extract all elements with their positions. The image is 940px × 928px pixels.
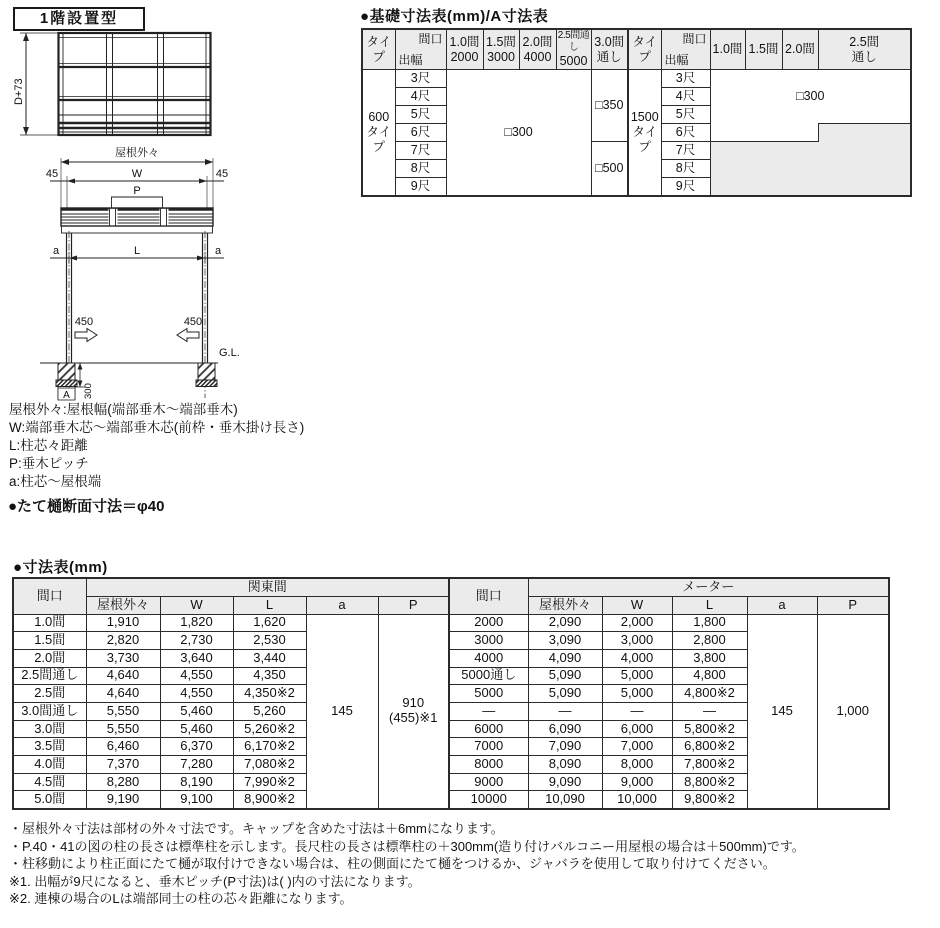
data-cell: 1,000 — [817, 614, 889, 809]
row-label: 2.5間 — [13, 685, 86, 703]
legend-line: a:柱芯～屋根端 — [9, 474, 102, 489]
data-cell: 5,090 — [528, 685, 602, 703]
footnote-line: ・柱移動により柱正面にたて樋が取付けできない場合は、柱の側面にたて樋をつけるか、ジャバラを使用して取り付けてください。 — [9, 856, 776, 871]
shaded-cell — [818, 124, 911, 142]
a-dim-label: A — [63, 390, 70, 401]
data-cell: 8,000 — [602, 756, 672, 774]
data-cell: 2,530 — [233, 632, 306, 650]
row-label: 5000通し — [449, 667, 528, 685]
row-label: 2.5間通し — [13, 667, 86, 685]
data-cell: 5,550 — [86, 720, 160, 738]
data-cell: 4,350※2 — [233, 685, 306, 703]
data-cell: 910 (455)※1 — [378, 614, 449, 809]
data-cell: 6,090 — [528, 720, 602, 738]
row-label: 10000 — [449, 791, 528, 809]
w-label: W — [131, 168, 143, 180]
plan-roof-frame — [59, 33, 211, 135]
row-label: 6000 — [449, 720, 528, 738]
plan-depth-dimension — [20, 33, 58, 135]
roof-section — [61, 208, 213, 233]
foundation-size-cell: □500 — [591, 142, 628, 196]
data-cell: 5,460 — [160, 720, 233, 738]
data-cell: 3,000 — [602, 632, 672, 650]
data-cell: 2,000 — [602, 614, 672, 632]
diag-top-label: 間口 — [682, 32, 707, 46]
col-header: 1.5間 3000 — [483, 29, 519, 70]
row-label: 4000 — [449, 649, 528, 667]
depth-row-label: 7尺 — [395, 142, 446, 160]
row-label: 5000 — [449, 685, 528, 703]
data-cell: 7,280 — [160, 756, 233, 774]
col-header: 2.5間通し 5000 — [557, 30, 590, 68]
depth-row-label: 3尺 — [661, 70, 710, 88]
legend-line: W:端部垂木芯～端部垂木芯(前枠・垂木掛け長さ) — [9, 420, 305, 435]
data-cell: 4,640 — [86, 667, 160, 685]
data-cell: 4,090 — [528, 649, 602, 667]
col-header: P — [817, 596, 889, 614]
empty-cell — [710, 124, 818, 142]
depth-row-label: 6尺 — [661, 124, 710, 142]
a-right-label: a — [214, 245, 222, 257]
data-cell: 6,460 — [86, 738, 160, 756]
maguchi-header: 間口 — [13, 578, 86, 614]
p-label: P — [133, 185, 141, 197]
diagonal-header — [661, 29, 710, 70]
depth-row-label: 8尺 — [395, 160, 446, 178]
downpipe-note: ●たて樋断面寸法＝φ40 — [8, 498, 165, 515]
data-cell: 8,280 — [86, 773, 160, 791]
data-cell: 5,000 — [602, 685, 672, 703]
data-cell: 5,550 — [86, 702, 160, 720]
footnote-line: ※2. 連棟の場合のLは端部同士の柱の芯々距離になります。 — [9, 891, 353, 906]
diag-top-label: 間口 — [418, 32, 443, 46]
data-cell: 7,800※2 — [672, 756, 747, 774]
row-label: 3.0間 — [13, 720, 86, 738]
right-45-label: 45 — [215, 168, 229, 180]
footnote-line: ・屋根外々寸法は部材の外々寸法です。キャップを含めた寸法は＋6mmになります。 — [9, 821, 504, 836]
data-cell: — — [672, 702, 747, 720]
data-cell: 3,800 — [672, 649, 747, 667]
data-cell: 6,370 — [160, 738, 233, 756]
data-cell: 3,090 — [528, 632, 602, 650]
l-label: L — [133, 245, 141, 257]
depth-row-label: 8尺 — [661, 160, 710, 178]
a-left-label: a — [52, 245, 60, 257]
col-header: L — [672, 596, 747, 614]
data-cell: 6,800※2 — [672, 738, 747, 756]
col-header: W — [160, 596, 233, 614]
data-cell: 10,090 — [528, 791, 602, 809]
diag-bottom-label: 出幅 — [664, 52, 689, 67]
data-cell: 4,800 — [672, 667, 747, 685]
row-label: 5.0間 — [13, 791, 86, 809]
data-cell: 2,800 — [672, 632, 747, 650]
p-dimension — [112, 197, 163, 208]
data-cell: 1,910 — [86, 614, 160, 632]
legend-line: P:垂木ピッチ — [9, 456, 89, 471]
data-cell: 7,000 — [602, 738, 672, 756]
depth-row-label: 9尺 — [661, 178, 710, 196]
data-cell: — — [602, 702, 672, 720]
data-cell: 5,800※2 — [672, 720, 747, 738]
foundation-size-cell: □300 — [446, 70, 591, 196]
data-cell: 9,000 — [602, 773, 672, 791]
legend-line: 屋根外々:屋根幅(端部垂木～端部垂木) — [9, 402, 238, 417]
row-label: 2.0間 — [13, 649, 86, 667]
data-cell: 5,260※2 — [233, 720, 306, 738]
foundation-depth-label: 300 — [83, 383, 94, 399]
data-cell: 5,260 — [233, 702, 306, 720]
type-cell: 600 タイプ — [362, 70, 395, 196]
dimension-table-title: ●寸法表(mm) — [13, 559, 108, 576]
data-cell: 4,000 — [602, 649, 672, 667]
foundation-dimension-table — [361, 28, 912, 197]
foundation-table-title: ●基礎寸法表(mm)/A寸法表 — [360, 8, 549, 25]
row-label: 3000 — [449, 632, 528, 650]
data-cell: 4,550 — [160, 667, 233, 685]
data-cell: 3,640 — [160, 649, 233, 667]
depth-row-label: 7尺 — [661, 142, 710, 160]
group-header: メーター — [528, 578, 889, 596]
shaded-cell — [710, 142, 911, 196]
depth-row-label: 6尺 — [395, 124, 446, 142]
plan-depth-label: D+73 — [13, 78, 25, 105]
dimension-table — [12, 577, 890, 810]
data-cell: 2,730 — [160, 632, 233, 650]
row-label: 4.0間 — [13, 756, 86, 774]
diagonal-header — [395, 29, 446, 70]
row-label: 3.5間 — [13, 738, 86, 756]
col-header: W — [602, 596, 672, 614]
depth-row-label: 9尺 — [395, 178, 446, 196]
right-450-label: 450 — [183, 316, 203, 328]
maguchi-header: 間口 — [449, 578, 528, 614]
data-cell: 9,100 — [160, 791, 233, 809]
data-cell: 10,000 — [602, 791, 672, 809]
row-label: 8000 — [449, 756, 528, 774]
data-cell: 5,090 — [528, 667, 602, 685]
data-cell: 8,090 — [528, 756, 602, 774]
col-header: 屋根外々 — [528, 596, 602, 614]
footnote-line: ・P.40・41の図の柱の長さは標準柱を示します。長尺柱の長さは標準柱の＋300mm(造り付けバルコニー用屋根の場合は＋500mm)です。 — [9, 838, 805, 854]
foundation-size-cell: □350 — [591, 70, 628, 142]
row-label: 2000 — [449, 614, 528, 632]
data-cell: 6,170※2 — [233, 738, 306, 756]
data-cell: 8,190 — [160, 773, 233, 791]
data-cell: 2,820 — [86, 632, 160, 650]
data-cell: 145 — [306, 614, 378, 809]
col-header: a — [306, 596, 378, 614]
data-cell: 4,550 — [160, 685, 233, 703]
data-cell: 8,900※2 — [233, 791, 306, 809]
type-header: タイプ — [628, 29, 661, 70]
data-cell: 7,080※2 — [233, 756, 306, 774]
col-header: 2.0間 4000 — [519, 29, 556, 70]
col-header: 2.5間 通し — [818, 29, 911, 70]
col-header: 1.0間 2000 — [446, 29, 483, 70]
data-cell: 1,800 — [672, 614, 747, 632]
data-cell: 3,730 — [86, 649, 160, 667]
footnotes — [9, 820, 805, 908]
depth-row-label: 4尺 — [395, 88, 446, 106]
depth-row-label: 4尺 — [661, 88, 710, 106]
col-header: P — [378, 596, 449, 614]
foundation-size-cell: □300 — [710, 70, 911, 124]
left-450-label: 450 — [74, 316, 94, 328]
row-label: 7000 — [449, 738, 528, 756]
row-label: 1.0間 — [13, 614, 86, 632]
data-cell: 4,350 — [233, 667, 306, 685]
data-cell: 4,800※2 — [672, 685, 747, 703]
col-header: 1.5間 — [745, 29, 782, 70]
legend-line: L:柱芯々距離 — [9, 438, 88, 453]
col-header: 2.0間 — [782, 29, 818, 70]
row-label: 4.5間 — [13, 773, 86, 791]
roof-outer-label: 屋根外々 — [115, 147, 159, 159]
data-cell: 1,820 — [160, 614, 233, 632]
col-header: a — [747, 596, 817, 614]
data-cell: 9,190 — [86, 791, 160, 809]
depth-row-label: 3尺 — [395, 70, 446, 88]
data-cell: 7,990※2 — [233, 773, 306, 791]
dimension-legend — [9, 401, 304, 491]
row-label: — — [449, 702, 528, 720]
data-cell: 7,090 — [528, 738, 602, 756]
data-cell: 145 — [747, 614, 817, 809]
left-45-label: 45 — [45, 168, 59, 180]
data-cell: 5,460 — [160, 702, 233, 720]
row-label: 9000 — [449, 773, 528, 791]
data-cell: 4,640 — [86, 685, 160, 703]
col-header: 3.0間 通し — [591, 29, 628, 70]
elevation-diagram — [12, 146, 240, 404]
depth-row-label: 5尺 — [395, 106, 446, 124]
product-type-label: 1階設置型 — [13, 7, 145, 31]
data-cell: — — [528, 702, 602, 720]
col-header: 1.0間 — [710, 29, 745, 70]
diag-bottom-label: 出幅 — [398, 52, 423, 67]
move-arrows — [75, 329, 199, 342]
row-label: 3.0間通し — [13, 702, 86, 720]
data-cell: 2,090 — [528, 614, 602, 632]
roof-outer-dimension — [61, 158, 213, 208]
data-cell: 5,000 — [602, 667, 672, 685]
group-header: 関東間 — [86, 578, 449, 596]
type-header: タイプ — [362, 29, 395, 70]
depth-row-label: 5尺 — [661, 106, 710, 124]
data-cell: 7,370 — [86, 756, 160, 774]
data-cell: 3,440 — [233, 649, 306, 667]
type-cell: 1500 タイプ — [628, 70, 661, 196]
data-cell: 1,620 — [233, 614, 306, 632]
col-header: L — [233, 596, 306, 614]
data-cell: 9,090 — [528, 773, 602, 791]
data-cell: 9,800※2 — [672, 791, 747, 809]
ground-level-label: G.L. — [219, 347, 240, 359]
row-label: 1.5間 — [13, 632, 86, 650]
data-cell: 8,800※2 — [672, 773, 747, 791]
col-header: 屋根外々 — [86, 596, 160, 614]
footnote-line: ※1. 出幅が9尺になると、垂木ピッチ(P寸法)は( )内の寸法になります。 — [9, 873, 421, 889]
plan-view-diagram — [12, 27, 228, 141]
data-cell: 6,000 — [602, 720, 672, 738]
